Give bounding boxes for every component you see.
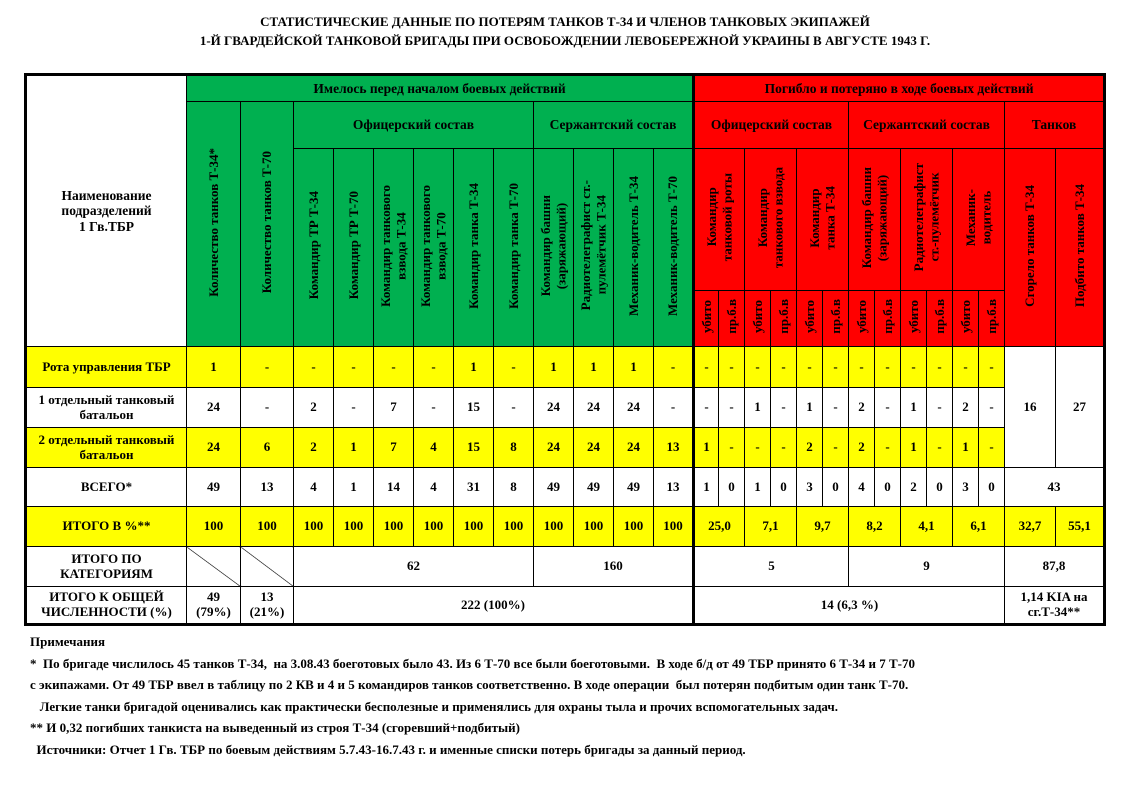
table-cell: 0 [979,468,1005,507]
table-cell: 100 [374,507,414,547]
vertical-label: Подбито танков Т-34 [1071,183,1087,308]
vertical-label [911,163,942,271]
col-header-before-6 [454,149,494,347]
vertical-label [755,167,786,268]
table-cell: 2 [953,388,979,428]
page-title-line-2: 1-Й ГВАРДЕЙСКОЙ ТАНКОВОЙ БРИГАДЫ ПРИ ОСВОБОЖДЕНИИ ЛЕВОБЕРЕЖНОЙ УКРАИНЫ В АВГУСТЕ 1943 Г. [199,33,931,48]
table-cell: 1 [901,428,927,468]
table-cell: - [979,347,1005,388]
table-cell: - [494,347,534,388]
vertical-label-line: пулемётчик Т-34 [593,195,609,296]
table-cell: 14 [374,468,414,507]
table-cell: 31 [454,468,494,507]
table-cell: - [823,347,849,388]
vertical-label-line: Командир танкового [417,184,433,307]
vertical-label [418,185,449,307]
vertical-label: пр.б.в [931,299,947,334]
table-cell: 24 [187,388,241,428]
table-cell: 7 [374,428,414,468]
unit-name-header [26,75,187,347]
table-cell: 2 [797,428,823,468]
vertical-label-line: водитель [978,190,994,245]
col-header-missing [979,291,1005,347]
table-cell: 6 [241,428,294,468]
unit-header-line: подразделений [61,203,152,219]
table-cell: 1 [454,347,494,388]
table-cell: 8 [494,428,534,468]
knocked-out-t34-value: 27 [1056,347,1105,468]
table-cell: 2 [849,428,875,468]
col-header-lost-group-2 [797,149,849,291]
col-header-missing [875,291,901,347]
table-cell: 100 [334,507,374,547]
vertical-label: Командир танка Т-34 [465,182,481,309]
table-cell: 0 [719,468,745,507]
lost-tanks-header: Танков [1005,102,1105,149]
table-cell: - [823,428,849,468]
note-line: с экипажами. От 49 ТБР ввел в таблицу по 2 КВ и 4 и 5 командиров танков соответственно. В ходе операции был потерян подбитым один танк Т-70. [30,677,909,692]
table-cell: - [719,388,745,428]
col-header-t34-count: Количество танков Т-34* [187,102,241,347]
table-cell: 25,0 [694,507,745,547]
overall-t70 [241,587,294,625]
table-cell: 24 [614,428,654,468]
vertical-label-line: Радиотелеграфист [910,163,926,272]
vertical-label [578,180,609,310]
table-cell: 1 [745,388,771,428]
table-row [26,388,1105,428]
table-cell: - [771,388,797,428]
table-cell: - [823,388,849,428]
table-cell: 1 [614,347,654,388]
table-cell: 24 [574,388,614,428]
vertical-label-line: танкового взвода [770,166,786,269]
vertical-label-line: (заряжающий) [553,202,569,289]
table-cell: 24 [574,428,614,468]
table-cell: - [414,388,454,428]
col-header-killed [694,291,719,347]
table-cell: - [694,388,719,428]
table-cell: - [953,347,979,388]
losses-table [24,73,1106,626]
table-cell: 1 [574,347,614,388]
table-cell: - [927,388,953,428]
table-cell: 4 [294,468,334,507]
table-cell: 4,1 [901,507,953,547]
table-cell: 2 [901,468,927,507]
vertical-label-line: Командир [806,187,822,248]
col-header-knocked-out-t34 [1056,149,1105,347]
col-header-t70-count: Количество танков Т-70 [241,102,294,347]
table-cell: 13 [654,428,694,468]
table-cell: 3 [797,468,823,507]
unit-header-line: 1 Гв.ТБР [78,218,135,234]
table-cell: 49 [614,468,654,507]
col-header-killed [797,291,823,347]
table-cell: 24 [534,428,574,468]
table-cell: 7,1 [745,507,797,547]
table-cell: 100 [187,507,241,547]
col-header-before-11 [654,149,694,347]
row-label: ВСЕГО* [26,468,187,507]
table-cell: 55,1 [1056,507,1105,547]
total-tanks-lost: 43 [1005,468,1105,507]
table-cell: - [494,388,534,428]
table-cell: 2 [294,388,334,428]
cell-line: 49 [207,589,220,605]
table-cell: 0 [875,468,901,507]
table-cell: 100 [654,507,694,547]
vertical-label: убито [853,300,869,334]
table-cell: 6,1 [953,507,1005,547]
table-cell: 24 [534,388,574,428]
col-header-before-2 [294,149,334,347]
table-cell: 49 [574,468,614,507]
col-header-lost-group-5 [953,149,1005,291]
percent-row [26,507,1105,547]
col-header-missing [823,291,849,347]
vertical-label [859,167,890,268]
col-header-before-8 [534,149,574,347]
vertical-label: убито [905,300,921,334]
table-cell: - [875,347,901,388]
row-label: 2 отдельный танковый батальон [26,428,187,468]
vertical-label [963,189,994,246]
table-cell: 15 [454,388,494,428]
table-cell: 15 [454,428,494,468]
col-header-before-9 [574,149,614,347]
vertical-label-line: Командир башни [858,166,874,269]
before-officers-header: Офицерский состав [294,102,534,149]
table-row [26,347,1105,388]
vertical-label: Командир ТР Т-34 [305,191,321,300]
table-cell: - [414,347,454,388]
before-sergeants-header: Сержантский состав [534,102,694,149]
lost-sergeants-header: Сержантский состав [849,102,1005,149]
vertical-label: убито [749,300,765,334]
diagonal-empty-cell [241,547,294,587]
table-cell: 1 [334,428,374,468]
table-cell: - [927,428,953,468]
table-cell: 100 [454,507,494,547]
table-cell: 49 [187,468,241,507]
table-cell: 24 [614,388,654,428]
col-header-before-5 [414,149,454,347]
col-header-lost-group-0 [694,149,745,291]
table-cell: - [849,347,875,388]
table-cell: 3 [953,468,979,507]
sergeants-before-total: 160 [534,547,694,587]
cell-line: 13 [260,589,274,605]
table-cell: 1 [534,347,574,388]
col-header-lost-group-4 [901,149,953,291]
table-cell: 100 [614,507,654,547]
table-cell: 4 [414,428,454,468]
table-cell: - [334,388,374,428]
vertical-label [538,195,569,296]
table-cell: 1 [901,388,927,428]
overall-crew-lost: 14 (6,3 %) [694,587,1005,625]
vertical-label: убито [957,300,973,334]
vertical-label-line: Командир [703,187,719,248]
notes-heading: Примечания [30,634,105,649]
table-cell: 8 [494,468,534,507]
vertical-label-line: взвода Т-70 [433,211,449,280]
vertical-label: Командир танка Т-70 [505,182,521,309]
vertical-label: Механик-водитель Т-34 [625,175,641,316]
burned-t34-value: 16 [1005,347,1056,468]
vertical-label-line: (заряжающий) [874,174,890,261]
table-cell: - [979,428,1005,468]
lost-in-combat-header: Погибло и потеряно в ходе боевых действий [694,75,1105,102]
table-cell: 1 [797,388,823,428]
notes-section [30,634,1120,763]
by-category-row [26,547,1105,587]
table-cell: - [771,428,797,468]
tanks-lost-percent-total: 87,8 [1005,547,1105,587]
vertical-label: пр.б.в [879,299,895,334]
cell-line: сг.Т-34** [1027,604,1081,619]
note-line: ** И 0,32 погибших танкиста на выведенный из строя Т-34 (сгоревший+подбитый) [30,720,520,735]
row-label: ИТОГО ПО КАТЕГОРИЯМ [26,547,187,587]
table-cell: - [241,347,294,388]
table-cell: 9,7 [797,507,849,547]
cell-line: (79%) [196,604,231,619]
vertical-label [807,186,838,250]
table-cell: 1 [694,468,719,507]
vertical-label [704,173,735,261]
table-cell: 100 [294,507,334,547]
vertical-label-line: Механик- [962,188,978,247]
table-cell: - [797,347,823,388]
table-cell: 4 [414,468,454,507]
table-cell: - [927,347,953,388]
note-line: * По бригаде числилось 45 танков Т-34, на 3.08.43 боеготовых было 43. Из 6 Т-70 все были боеготовыми. В ходе б/д от 49 ТБР принято 6 Т-34 и 7 Т-70 [30,655,915,671]
col-header-killed [849,291,875,347]
vertical-label-line: Радиотелеграфист ст.- [577,180,593,311]
table-cell: 2 [294,428,334,468]
table-cell: - [719,347,745,388]
table-cell: 1 [694,428,719,468]
table-cell: 0 [771,468,797,507]
col-header-killed [745,291,771,347]
overall-row [26,587,1105,625]
vertical-label: Механик-водитель Т-70 [665,175,681,316]
col-header-before-4 [374,149,414,347]
vertical-label: пр.б.в [775,299,791,334]
row-label: 1 отдельный танковый батальон [26,388,187,428]
note-line: Легкие танки бригадой оценивались как практически бесполезные и применялись для охраны тыла и прочих вспомогательных задач. [30,698,838,714]
vertical-label-line: Командир танкового [377,184,393,307]
table-cell: 13 [241,468,294,507]
table-cell: 1 [953,428,979,468]
table-cell: - [654,347,694,388]
table-cell: - [875,428,901,468]
page-title-line-1: СТАТИСТИЧЕСКИЕ ДАННЫЕ ПО ПОТЕРЯМ ТАНКОВ Т-34 И ЧЛЕНОВ ТАНКОВЫХ ЭКИПАЖЕЙ [260,14,870,29]
vertical-label: убито [801,300,817,334]
table-cell: - [979,388,1005,428]
lost-officers-header: Офицерский состав [694,102,849,149]
cell-line: (21%) [249,604,285,619]
table-cell: 13 [654,468,694,507]
col-header-lost-group-3 [849,149,901,291]
table-cell: 0 [927,468,953,507]
col-header-before-10 [614,149,654,347]
sergeants-lost-total: 9 [849,547,1005,587]
before-combat-header: Имелось перед началом боевых действий [187,75,694,102]
cell-line: 1,14 KIA на [1020,589,1088,605]
vertical-label [378,185,409,307]
table-cell: - [901,347,927,388]
table-cell: - [745,347,771,388]
row-label: ИТОГО К ОБЩЕЙ ЧИСЛЕННОСТИ (%) [26,587,187,625]
table-cell: 100 [534,507,574,547]
col-header-before-3 [334,149,374,347]
col-header-lost-group-1 [745,149,797,291]
table-cell: 2 [849,388,875,428]
table-cell: - [875,388,901,428]
diagonal-empty-cell [187,547,241,587]
unit-header-line: Наименование [61,187,152,203]
officers-lost-total: 5 [694,547,849,587]
overall-kia [1005,587,1105,625]
row-label: ИТОГО В %** [26,507,187,547]
vertical-label: Сгорело танков Т-34 [1022,184,1038,307]
table-cell: 49 [534,468,574,507]
table-cell: 100 [574,507,614,547]
table-cell: 4 [849,468,875,507]
col-header-killed [953,291,979,347]
table-cell: - [745,428,771,468]
col-header-killed [901,291,927,347]
vertical-label: пр.б.в [827,299,843,334]
table-cell: 100 [241,507,294,547]
vertical-label-line: ст.-пулемётчик [926,173,942,262]
overall-crew-before: 222 (100%) [294,587,694,625]
table-cell: 0 [823,468,849,507]
table-cell: 7 [374,388,414,428]
vertical-label-line: танковой роты [719,173,735,262]
table-cell: 1 [334,468,374,507]
table-cell: 24 [187,428,241,468]
table-cell: - [334,347,374,388]
total-row [26,468,1105,507]
table-cell: 8,2 [849,507,901,547]
col-header-missing [719,291,745,347]
vertical-label-line: Командир башни [537,194,553,297]
table-cell: 32,7 [1005,507,1056,547]
vertical-label: убито [698,300,714,334]
table-cell: 100 [494,507,534,547]
note-line: Источники: Отчет 1 Гв. ТБР по боевым действиям 5.7.43-16.7.43 г. и именные списки потерь бригады за данный период. [30,741,746,757]
col-header-before-7 [494,149,534,347]
overall-t34 [187,587,241,625]
table-cell: - [771,347,797,388]
vertical-label: пр.б.в [723,299,739,334]
vertical-label: пр.б.в [983,299,999,334]
table-cell: 100 [414,507,454,547]
officers-before-total: 62 [294,547,534,587]
col-header-missing [771,291,797,347]
table-row [26,428,1105,468]
col-header-missing [927,291,953,347]
table-cell: - [294,347,334,388]
col-header-burned-t34 [1005,149,1056,347]
table-cell: - [719,428,745,468]
table-cell: 1 [187,347,241,388]
vertical-label: Командир ТР Т-70 [345,191,361,300]
vertical-label-line: танка Т-34 [822,185,838,250]
table-cell: - [374,347,414,388]
vertical-label-line: Командир [754,187,770,248]
vertical-label-line: взвода Т-34 [393,211,409,280]
row-label: Рота управления ТБР [26,347,187,388]
table-cell: - [694,347,719,388]
table-cell: - [654,388,694,428]
table-cell: 1 [745,468,771,507]
table-cell: - [241,388,294,428]
